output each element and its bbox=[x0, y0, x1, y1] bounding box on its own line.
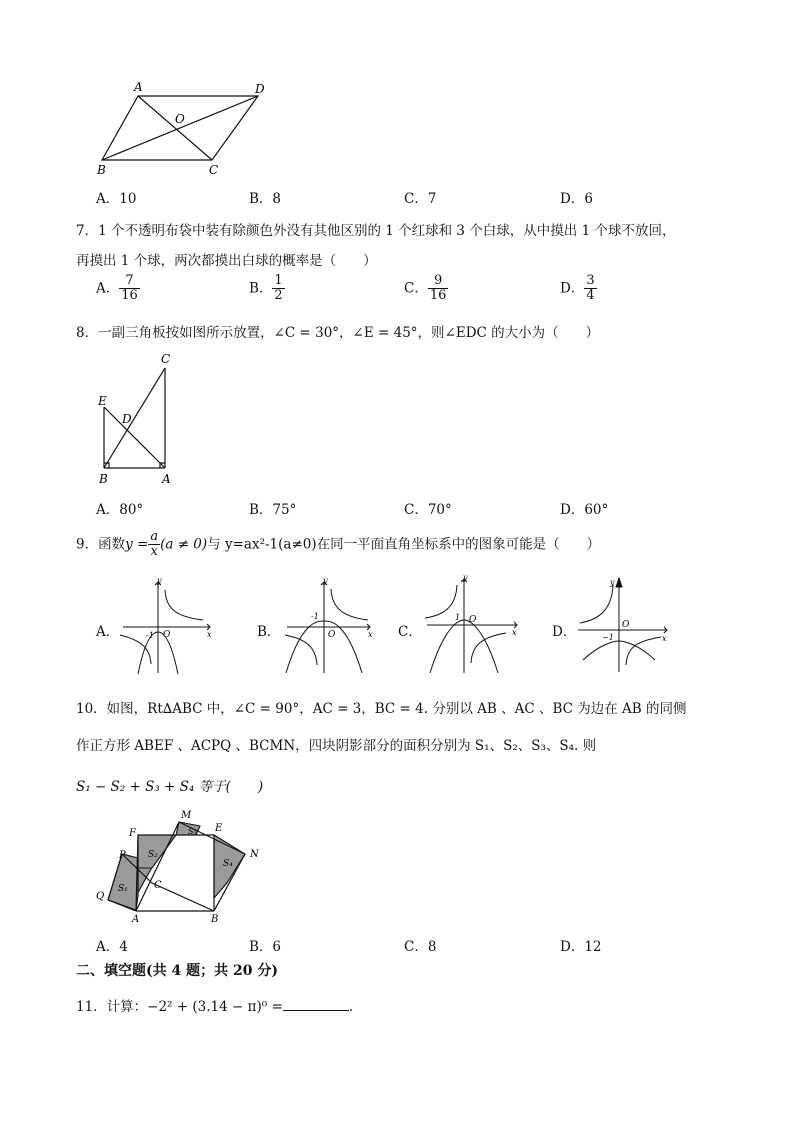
q11-answer-blank[interactable] bbox=[283, 998, 349, 1011]
label-D: D bbox=[122, 412, 132, 426]
svg-text:O: O bbox=[163, 630, 171, 640]
svg-text:-1: -1 bbox=[311, 612, 319, 621]
q9-option-b[interactable]: B． bbox=[257, 624, 281, 640]
triangle-rulers-figure bbox=[92, 350, 192, 490]
svg-text:C: C bbox=[154, 880, 162, 891]
label-B: B bbox=[97, 163, 106, 177]
svg-text:B: B bbox=[211, 914, 219, 925]
label-C: C bbox=[209, 163, 219, 177]
squares-figure bbox=[92, 808, 272, 928]
label-E: E bbox=[98, 394, 107, 408]
q7-option-d[interactable]: D． $\frac{3}{4}$ bbox=[560, 273, 595, 304]
parallelogram-figure bbox=[90, 78, 280, 178]
q7-option-a[interactable]: A． $\frac{7}{16}$ bbox=[96, 273, 138, 304]
q6-option-b[interactable]: B．8 bbox=[249, 191, 282, 207]
q8-text: 8．一副三角板按如图所示放置，∠C = 30°，∠E = 45°，则∠EDC 的大小为（ ） bbox=[76, 325, 600, 341]
label-s1: S₁ bbox=[118, 884, 128, 894]
q7-text-line2: 再摸出 1 个球，两次都摸出白球的概率是（ ） bbox=[76, 253, 377, 269]
svg-text:F: F bbox=[129, 828, 136, 839]
svg-text:N: N bbox=[250, 849, 259, 860]
q10-option-b[interactable]: B．6 bbox=[249, 939, 282, 955]
q10-option-a[interactable]: A．4 bbox=[96, 939, 128, 955]
svg-text:E: E bbox=[215, 823, 223, 834]
svg-text:x: x bbox=[662, 634, 667, 643]
label-s4: S₄ bbox=[223, 859, 233, 869]
q6-option-c[interactable]: C．7 bbox=[404, 191, 437, 207]
svg-text:−1: −1 bbox=[602, 633, 614, 642]
svg-text:A: A bbox=[132, 914, 140, 925]
q8-option-b[interactable]: B．75° bbox=[249, 502, 297, 518]
q9-option-d[interactable]: D． bbox=[552, 624, 577, 640]
label-s3: S₃ bbox=[188, 827, 197, 836]
q6-option-d[interactable]: D．6 bbox=[560, 191, 593, 207]
q10-option-c[interactable]: C．8 bbox=[404, 939, 437, 955]
svg-text:y: y bbox=[323, 576, 328, 585]
label-C: C bbox=[161, 352, 171, 366]
graph-a bbox=[118, 575, 218, 675]
svg-text:-1: -1 bbox=[146, 631, 154, 640]
svg-text:y: y bbox=[610, 578, 615, 587]
svg-text:y: y bbox=[157, 576, 162, 585]
svg-text:Q: Q bbox=[96, 891, 105, 902]
q10-text-line2: 作正方形 ABEF 、ACPQ 、BCMN，四块阴影部分的面积分别为 S₁、S₂、S₃、S₄. 则 bbox=[76, 738, 597, 754]
label-O: O bbox=[175, 112, 185, 126]
q11-text: 11．计算：−2² + (3.14 − π)⁰ = . bbox=[76, 999, 354, 1015]
svg-text:1: 1 bbox=[455, 613, 461, 622]
svg-text:M: M bbox=[181, 810, 192, 821]
q9-option-c[interactable]: C． bbox=[398, 624, 422, 640]
q8-option-d[interactable]: D．60° bbox=[560, 502, 609, 518]
q7-text-line1: 7．1 个不透明布袋中装有除颜色外没有其他区别的 1 个红球和 3 个白球，从中摸出 1 个球不放回， bbox=[76, 223, 676, 239]
svg-text:y: y bbox=[463, 573, 468, 582]
label-D: D bbox=[255, 82, 265, 96]
svg-text:O: O bbox=[622, 620, 630, 630]
svg-text:P: P bbox=[119, 850, 126, 861]
q7-option-c[interactable]: C． $\frac{9}{16}$ bbox=[404, 273, 447, 304]
label-A: A bbox=[162, 472, 171, 486]
q9-text: 9．函数y = $\frac{a}{x}$ (a ≠ 0)与 y=ax²-1(a≠0)在同一平面直角坐标系中的图象可能是（ ） bbox=[76, 529, 601, 560]
label-s2: S₂ bbox=[148, 850, 158, 860]
svg-text:x: x bbox=[368, 630, 373, 639]
q10-option-d[interactable]: D．12 bbox=[560, 939, 602, 955]
svg-text:x: x bbox=[207, 630, 212, 639]
svg-text:O: O bbox=[328, 630, 336, 640]
q10-text-line3: S₁ − S₂ + S₃ + S₄ 等于( ) bbox=[76, 779, 264, 795]
q9-option-a[interactable]: A． bbox=[96, 624, 120, 640]
q8-option-a[interactable]: A．80° bbox=[96, 502, 144, 518]
label-A: A bbox=[134, 80, 143, 94]
q10-text-line1: 10．如图，Rt∆ABC 中，∠C = 90°，AC = 3，BC = 4. 分别以 AB 、AC 、BC 为边在 AB 的同侧 bbox=[76, 701, 687, 717]
section-title: 二、填空题(共 4 题；共 20 分) bbox=[76, 963, 278, 979]
svg-text:O: O bbox=[469, 615, 477, 625]
svg-text:x: x bbox=[512, 628, 517, 637]
q6-option-a[interactable]: A．10 bbox=[96, 191, 137, 207]
label-B: B bbox=[99, 472, 108, 486]
q7-option-b[interactable]: B． $\frac{1}{2}$ bbox=[249, 273, 283, 304]
graph-b bbox=[282, 575, 377, 675]
q8-option-c[interactable]: C．70° bbox=[404, 502, 452, 518]
graph-d bbox=[575, 575, 675, 675]
graph-c bbox=[422, 573, 522, 675]
